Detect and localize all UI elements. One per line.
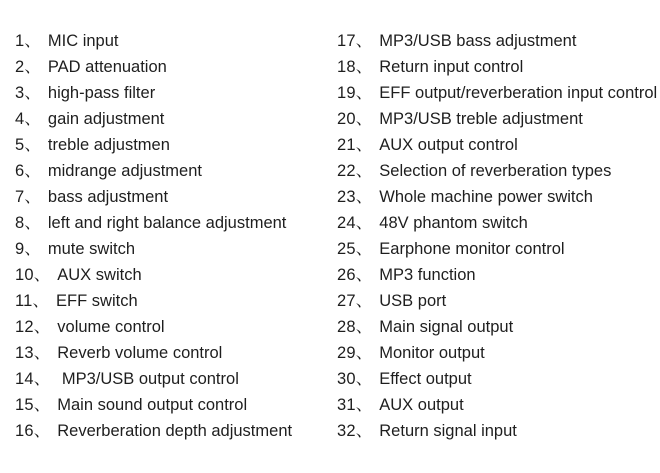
- item-number: 18: [337, 58, 356, 76]
- item-number: 20: [337, 110, 356, 128]
- item-label: MP3/USB treble adjustment: [379, 110, 583, 128]
- legend-item: [337, 158, 657, 184]
- legend-item: [15, 340, 292, 366]
- legend-item: [337, 366, 657, 392]
- item-number: 14: [15, 370, 34, 388]
- ideographic-comma: 、: [355, 32, 373, 50]
- item-number: 24: [337, 214, 356, 232]
- legend-item: [15, 392, 292, 418]
- legend-item: [337, 132, 657, 158]
- ideographic-comma: 、: [24, 32, 41, 50]
- item-number: 11: [15, 292, 33, 310]
- item-number: 1: [15, 32, 25, 50]
- item-number: 13: [15, 344, 34, 362]
- legend-item: [337, 262, 657, 288]
- item-number: 12: [15, 318, 34, 336]
- legend-column-right: [337, 28, 657, 444]
- item-number: 29: [337, 344, 356, 362]
- legend-item: [15, 236, 292, 262]
- item-label: Main signal output: [379, 318, 514, 336]
- ideographic-comma: 、: [355, 344, 373, 362]
- legend-item: [337, 392, 657, 418]
- ideographic-comma: 、: [355, 266, 373, 284]
- legend-item: [337, 340, 657, 366]
- legend-item: [337, 54, 657, 80]
- item-label: 48V phantom switch: [379, 214, 528, 232]
- legend-item: [15, 158, 292, 184]
- item-label: AUX output control: [379, 136, 518, 154]
- item-number: 9: [15, 240, 25, 258]
- legend-item: [15, 210, 292, 236]
- legend-item: [15, 132, 292, 158]
- item-label: Selection of reverberation types: [379, 162, 612, 180]
- ideographic-comma: 、: [24, 110, 41, 128]
- ideographic-comma: 、: [24, 136, 41, 154]
- ideographic-comma: 、: [32, 292, 50, 310]
- item-label: Return input control: [379, 58, 524, 76]
- ideographic-comma: 、: [33, 266, 51, 284]
- item-number: 6: [15, 162, 25, 180]
- item-label: Earphone monitor control: [379, 240, 565, 258]
- item-number: 2: [15, 58, 25, 76]
- item-number: 22: [337, 162, 356, 180]
- legend-item: [337, 106, 657, 132]
- legend-item: [15, 262, 292, 288]
- ideographic-comma: 、: [355, 84, 373, 102]
- item-label: Whole machine power switch: [379, 188, 593, 206]
- item-number: 25: [337, 240, 356, 258]
- ideographic-comma: 、: [355, 162, 373, 180]
- legend-item: [15, 28, 292, 54]
- legend-item: [15, 184, 292, 210]
- item-number: 21: [337, 136, 356, 154]
- ideographic-comma: 、: [355, 370, 373, 388]
- item-label: MP3 function: [379, 266, 476, 284]
- item-label: high-pass filter: [47, 84, 156, 102]
- ideographic-comma: 、: [33, 422, 51, 440]
- item-label: Monitor output: [379, 344, 485, 362]
- item-number: 23: [337, 188, 356, 206]
- item-label: MIC input: [47, 32, 119, 50]
- item-label: treble adjustmen: [47, 136, 170, 154]
- item-label: MP3/USB bass adjustment: [379, 32, 577, 50]
- legend-item: [337, 314, 657, 340]
- item-number: 3: [15, 84, 25, 102]
- ideographic-comma: 、: [355, 292, 373, 310]
- item-label: EFF switch: [56, 292, 138, 310]
- legend-item: [337, 28, 657, 54]
- item-label: AUX output: [379, 396, 464, 414]
- ideographic-comma: 、: [33, 370, 51, 388]
- item-number: 10: [15, 266, 34, 284]
- item-label: Reverb volume control: [57, 344, 223, 362]
- legend-item: [337, 288, 657, 314]
- item-label: mute switch: [47, 240, 135, 258]
- item-number: 4: [15, 110, 25, 128]
- ideographic-comma: 、: [24, 214, 41, 232]
- ideographic-comma: 、: [355, 214, 373, 232]
- legend-item: [337, 236, 657, 262]
- item-label: Effect output: [379, 370, 472, 388]
- ideographic-comma: 、: [33, 344, 51, 362]
- ideographic-comma: 、: [355, 422, 373, 440]
- item-number: 17: [337, 32, 356, 50]
- ideographic-comma: 、: [24, 188, 41, 206]
- item-number: 28: [337, 318, 356, 336]
- item-number: 8: [15, 214, 25, 232]
- item-label: Main sound output control: [57, 396, 248, 414]
- legend-item: [15, 54, 292, 80]
- legend-item: [15, 366, 292, 392]
- item-number: 7: [15, 188, 25, 206]
- legend-item: [337, 210, 657, 236]
- legend-item: [15, 314, 292, 340]
- item-label: USB port: [379, 292, 447, 310]
- item-number: 27: [337, 292, 356, 310]
- item-label: EFF output/reverberation input control: [379, 84, 658, 102]
- item-number: 16: [15, 422, 34, 440]
- legend-item: [15, 418, 292, 444]
- ideographic-comma: 、: [355, 110, 373, 128]
- item-number: 32: [337, 422, 356, 440]
- ideographic-comma: 、: [355, 318, 373, 336]
- ideographic-comma: 、: [33, 318, 51, 336]
- ideographic-comma: 、: [355, 58, 373, 76]
- item-label: PAD attenuation: [47, 58, 167, 76]
- item-number: 30: [337, 370, 356, 388]
- legend-item: [15, 106, 292, 132]
- item-number: 31: [337, 396, 356, 414]
- item-label: AUX switch: [57, 266, 142, 284]
- item-label: Return signal input: [379, 422, 517, 440]
- item-label: left and right balance adjustment: [47, 214, 287, 232]
- legend-item: [337, 418, 657, 444]
- item-label: bass adjustment: [47, 188, 169, 206]
- ideographic-comma: 、: [24, 162, 41, 180]
- item-number: 26: [337, 266, 356, 284]
- item-label: gain adjustment: [47, 110, 165, 128]
- ideographic-comma: 、: [355, 136, 373, 154]
- item-number: 5: [15, 136, 25, 154]
- ideographic-comma: 、: [355, 188, 373, 206]
- item-label: midrange adjustment: [47, 162, 202, 180]
- ideographic-comma: 、: [24, 84, 41, 102]
- legend-item: [15, 80, 292, 106]
- item-label: MP3/USB output control: [57, 370, 239, 388]
- legend-item: [15, 288, 292, 314]
- ideographic-comma: 、: [24, 58, 41, 76]
- ideographic-comma: 、: [355, 396, 373, 414]
- item-label: volume control: [57, 318, 165, 336]
- ideographic-comma: 、: [33, 396, 51, 414]
- legend-item: [337, 184, 657, 210]
- legend-column-left: [15, 28, 292, 444]
- item-label: Reverberation depth adjustment: [57, 422, 293, 440]
- item-number: 15: [15, 396, 34, 414]
- legend-item: [337, 80, 657, 106]
- ideographic-comma: 、: [355, 240, 373, 258]
- item-number: 19: [337, 84, 356, 102]
- ideographic-comma: 、: [24, 240, 41, 258]
